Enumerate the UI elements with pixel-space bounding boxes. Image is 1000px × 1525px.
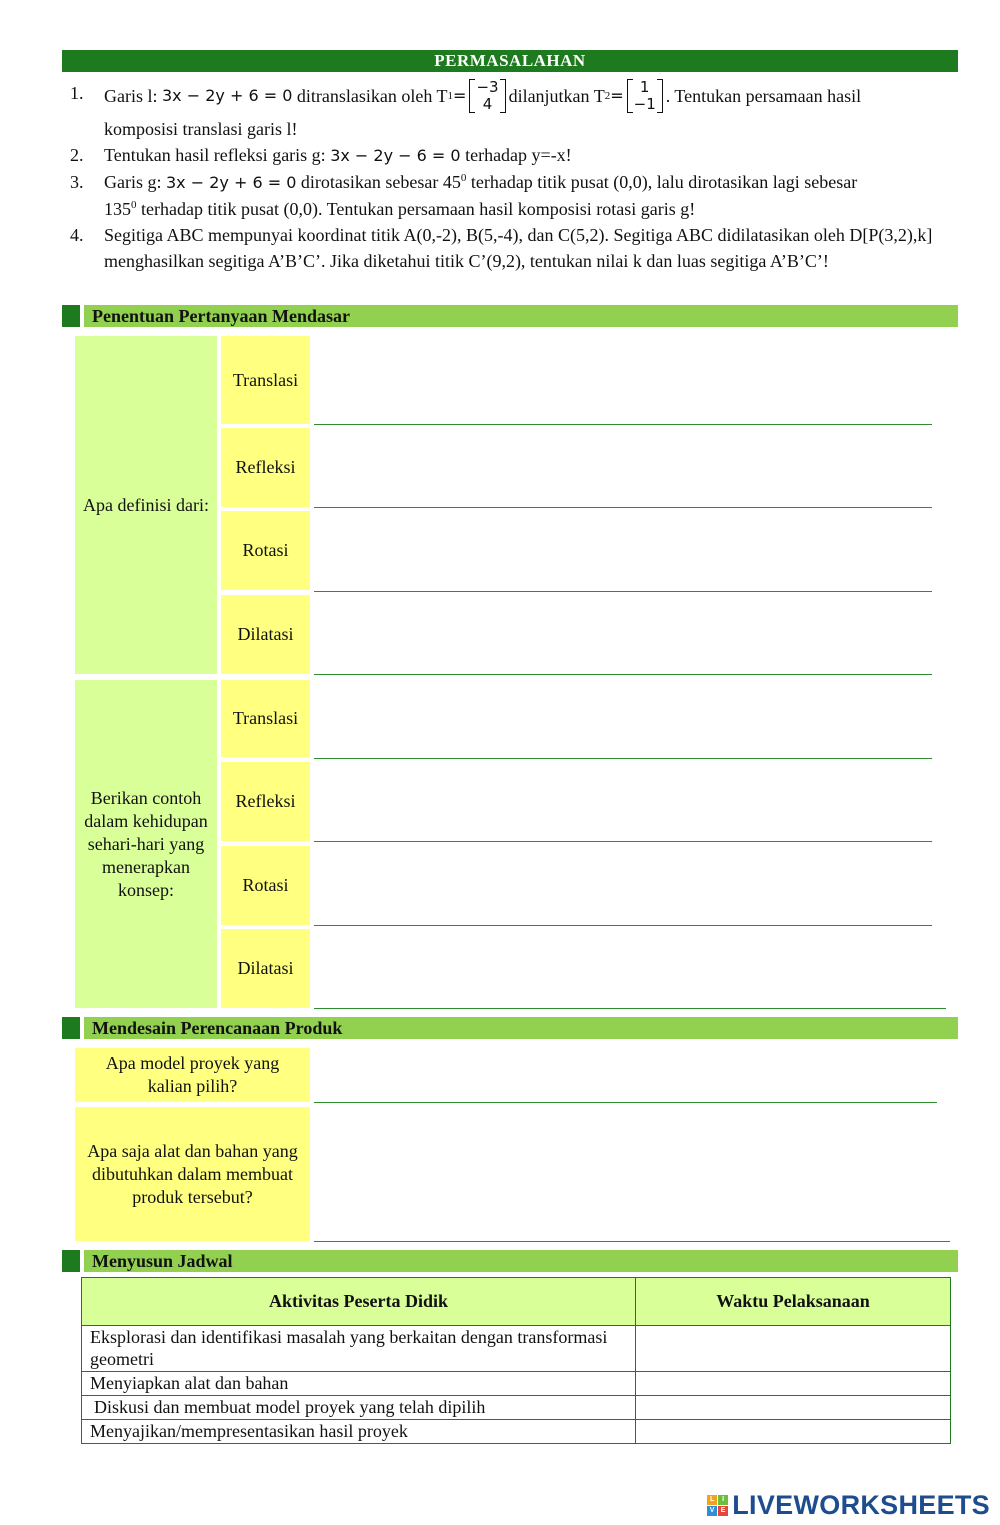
problem-text: terhadap y=-x! <box>465 145 572 165</box>
answer-field-rotasi-definition[interactable] <box>314 591 932 592</box>
time-input-cell[interactable] <box>636 1372 951 1396</box>
activity-cell: Menyajikan/mempresentasikan hasil proyek <box>82 1420 636 1444</box>
problem-text: ditranslasikan oleh T <box>296 86 448 106</box>
problem-text: Tentukan hasil refleksi garis g: <box>104 145 326 165</box>
activity-cell: Diskusi dan membuat model proyek yang telah dipilih <box>82 1396 636 1420</box>
problem-text: Garis l: <box>104 86 158 106</box>
concept-translasi-example: Translasi <box>221 680 310 757</box>
time-input-cell[interactable] <box>636 1420 951 1444</box>
equation: 3x − 2y + 6 = 0 <box>166 173 297 192</box>
concept-refleksi-definition: Refleksi <box>221 428 310 507</box>
table-row <box>82 1396 951 1420</box>
problem-list <box>62 78 958 274</box>
table-row <box>82 1372 951 1396</box>
problem-text: Segitiga ABC mempunyai koordinat titik A(0,-2), B(5,-4), dan C(5,2). Segitiga ABC didilatasikan oleh D[P(3,2),k] menghasilkan segitiga A’B’C’. Jika diketahui titik C’(9,2), tentukan nilai k dan luas segitiga A’B’C’! <box>104 225 933 271</box>
problem-text: terhadap titik pusat (0,0). Tentukan persamaan hasil komposisi rotasi garis g! <box>136 199 696 219</box>
section-marker <box>62 305 80 327</box>
section-header-jadwal <box>62 1250 958 1272</box>
equals-sign: = <box>453 86 467 105</box>
superscript: 0 <box>460 172 467 184</box>
concept-dilatasi-example: Dilatasi <box>221 929 310 1008</box>
problem-text: dirotasikan sebesar 45 <box>300 172 461 192</box>
problem-text: komposisi translasi garis l! <box>104 119 298 139</box>
problem-4 <box>62 222 958 274</box>
problem-number: 4. <box>70 225 84 245</box>
time-input-cell[interactable] <box>636 1396 951 1420</box>
problem-2 <box>62 142 958 169</box>
definition-group-label: Apa definisi dari: <box>75 336 217 674</box>
problem-1: 1. Garis l: 3x − 2y + 6 = 0 ditranslasikan oleh T 1 = −3 4 dilanjutkan T 2 = 1 −1 . Tentukan persamaan hasil komposisi translasi garis l! <box>62 80 958 142</box>
section-header-pertanyaan <box>62 305 958 327</box>
activity-cell: Menyiapkan alat dan bahan <box>82 1372 636 1396</box>
section-title: Penentuan Pertanyaan Mendasar <box>84 305 958 327</box>
time-input-cell[interactable] <box>636 1326 951 1372</box>
answer-field-translasi-definition[interactable] <box>314 424 932 425</box>
matrix-t2: 1 −1 <box>627 79 663 113</box>
problem-3 <box>62 169 958 222</box>
problem-number: 3. <box>70 172 84 192</box>
concept-translasi-definition: Translasi <box>221 336 310 424</box>
column-header-time: Waktu Pelaksanaan <box>636 1278 951 1326</box>
concept-dilatasi-definition: Dilatasi <box>221 595 310 674</box>
problem-text: . Tentukan persamaan hasil <box>665 86 862 106</box>
concept-rotasi-example: Rotasi <box>221 846 310 925</box>
answer-field-refleksi-definition[interactable] <box>314 507 932 508</box>
question-project-model: Apa model proyek yang kalian pilih? <box>75 1048 310 1102</box>
answer-field-tools-materials[interactable] <box>314 1241 950 1242</box>
table-row <box>82 1326 951 1372</box>
problem-text: Garis g: <box>104 172 162 192</box>
section-title: Menyusun Jadwal <box>84 1250 958 1272</box>
column-header-activity: Aktivitas Peserta Didik <box>82 1278 636 1326</box>
example-group-label: Berikan contoh dalam kehidupan sehari-hari yang menerapkan konsep: <box>75 680 217 1008</box>
answer-field-dilatasi-definition[interactable] <box>314 674 932 675</box>
problems-header: PERMASALAHAN <box>62 50 958 72</box>
equation: 3x − 2y − 6 = 0 <box>330 146 461 165</box>
equation: 3x − 2y + 6 = 0 <box>162 86 293 105</box>
superscript: 0 <box>131 199 137 211</box>
answer-field-dilatasi-example[interactable] <box>314 1008 946 1009</box>
equals-sign: = <box>610 86 624 105</box>
liveworksheets-logo <box>707 1490 990 1521</box>
table-header-row <box>82 1278 951 1326</box>
problem-number: 2. <box>70 145 84 165</box>
question-tools-materials: Apa saja alat dan bahan yang dibutuhkan dalam membuat produk tersebut? <box>75 1107 310 1241</box>
concept-refleksi-example: Refleksi <box>221 762 310 841</box>
answer-field-refleksi-example[interactable] <box>314 841 932 842</box>
section-title: Mendesain Perencanaan Produk <box>84 1017 958 1039</box>
logo-mark-icon: L I V E <box>707 1495 728 1516</box>
answer-field-rotasi-example[interactable] <box>314 925 932 926</box>
table-row <box>82 1420 951 1444</box>
problem-text: terhadap titik pusat (0,0), lalu dirotasikan lagi sebesar <box>466 172 858 192</box>
problem-text: 135 <box>104 199 131 219</box>
section-marker <box>62 1017 80 1039</box>
logo-text: LIVEWORKSHEETS <box>732 1490 990 1520</box>
answer-field-project-model[interactable] <box>314 1102 937 1103</box>
problem-number: 1. <box>70 83 84 103</box>
section-header-perencanaan <box>62 1017 958 1039</box>
problem-text: dilanjutkan T <box>508 86 605 106</box>
concept-rotasi-definition: Rotasi <box>221 511 310 590</box>
schedule-table <box>81 1277 951 1444</box>
answer-field-translasi-example[interactable] <box>314 758 932 759</box>
section-marker <box>62 1250 80 1272</box>
matrix-t1: −3 4 <box>469 79 505 113</box>
activity-cell: Eksplorasi dan identifikasi masalah yang berkaitan dengan transformasi geometri <box>82 1326 636 1372</box>
